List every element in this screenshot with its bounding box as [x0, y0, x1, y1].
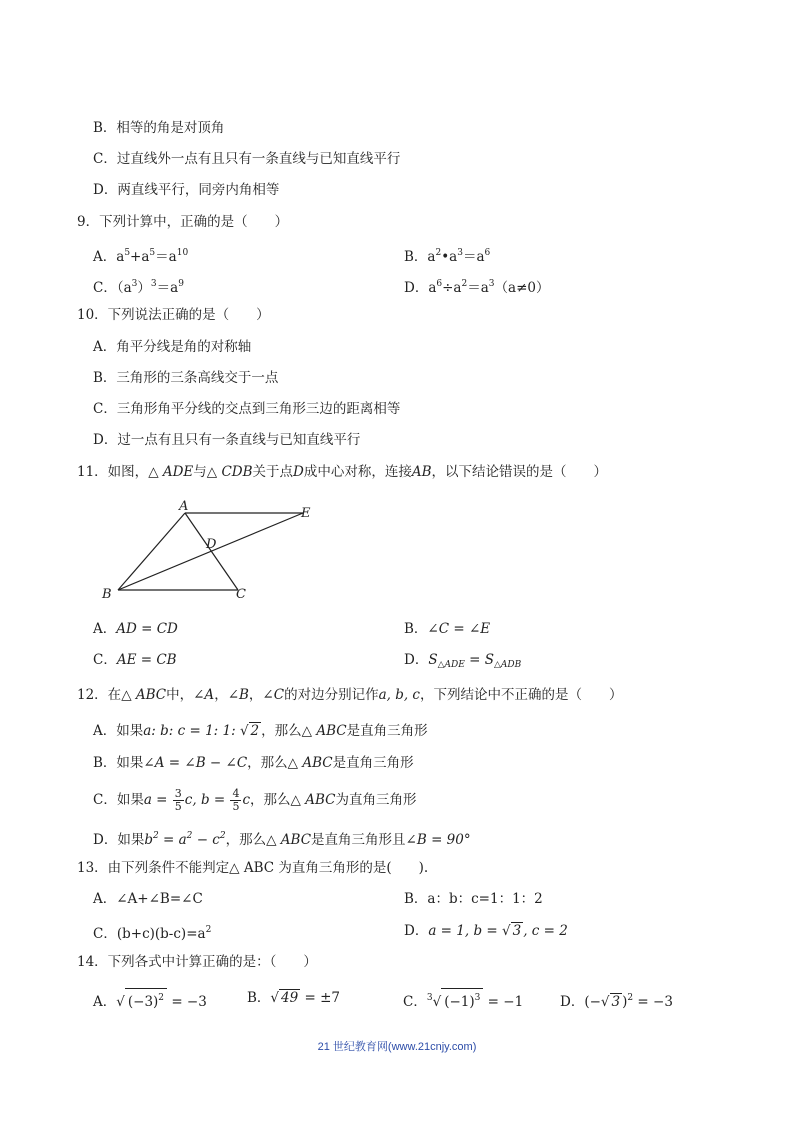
figure-label-b: B — [102, 587, 112, 602]
q14-option-a: A．√ $(-3)^2 = -3$ — [93, 988, 207, 1012]
figure-label-c: C — [236, 587, 246, 602]
q13-option-b: B．a：b：c=1：1：2 — [404, 891, 543, 907]
q11-figure — [95, 495, 325, 605]
page-footer: 21 世纪教育网(www.21cnjy.com) — [317, 1041, 477, 1053]
q10-stem: 10．下列说法正确的是（ ） — [77, 307, 270, 323]
figure-label-a: A — [179, 499, 189, 514]
segment-ab — [118, 513, 185, 590]
figure-label-d: D — [206, 537, 217, 552]
q8-option-d: D．两直线平行，同旁内角相等 — [93, 182, 280, 198]
q11-option-d: D．$S_{\triangle ADE} = S_{\triangle ADB}$ — [404, 652, 522, 670]
q12-option-c: C．如果a = $\frac{3}{5}$ c, b = $\frac{4}{5}$ c，那么△ ABC为直角三角形 — [93, 787, 417, 813]
q12-option-b: B．如果∠A = ∠B − ∠C，那么△ ABC是直角三角形 — [93, 755, 414, 771]
q11-option-b: B．∠C = ∠E — [404, 621, 491, 637]
q12-option-d: D．如果$b^2 = a^2 - c^2$，那么△ ABC是直角三角形且∠B = 90° — [93, 831, 471, 848]
q8-option-b: B．相等的角是对顶角 — [93, 120, 225, 136]
q11-stem: 11．如图，△ ADE与△ CDB关于点D成中心对称，连接AB，以下结论错误的是（ ） — [77, 464, 608, 480]
q13-option-c: C．$(b+c)(b-c)=a^2$ — [93, 925, 212, 942]
q10-option-d: D．过一点有且只有一条直线与已知直线平行 — [93, 432, 361, 448]
q13-stem: 13．由下列条件不能判定△ ABC 为直角三角形的是( ). — [77, 860, 429, 876]
q10-option-b: B．三角形的三条高线交于一点 — [93, 370, 279, 386]
q9-stem: 9．下列计算中，正确的是（ ） — [77, 214, 289, 230]
q13-option-d: D．a = 1, b = √ 3 , c = 2 — [404, 923, 568, 939]
q10-option-a: A．角平分线是角的对称轴 — [93, 339, 252, 355]
q9-option-b: B．$a^2•a^3=a^6$ — [404, 248, 491, 265]
q14-option-c: C．$^3$√ $(-1)^3 = -1$ — [403, 988, 523, 1012]
q12-option-a: A．如果a: b: c = 1: 1: √ 2 ，那么△ ABC是直角三角形 — [93, 723, 428, 739]
q8-option-c: C．过直线外一点有且只有一条直线与已知直线平行 — [93, 151, 401, 167]
q9-option-c: C．$(a^3)^3=a^9$ — [93, 279, 184, 296]
q14-stem: 14．下列各式中计算正确的是：（ ） — [77, 954, 317, 970]
q11-option-c: C．AE = CB — [93, 652, 177, 668]
q14-option-d: D．(−√ 3 )$^2$ = −3 — [560, 993, 673, 1010]
q11-option-a: A．AD = CD — [93, 621, 178, 637]
q10-option-c: C．三角形角平分线的交点到三角形三边的距离相等 — [93, 401, 401, 417]
q13-option-a: A．∠A+∠B=∠C — [93, 891, 203, 907]
q9-option-d: D．$a^6\div a^2=a^3(a\ne 0)$ — [404, 279, 550, 296]
q12-stem: 12．在△ ABC中，∠A，∠B，∠C的对边分别记作a, b, c，下列结论中不正确的是（ ） — [77, 687, 623, 703]
q9-option-a: A．$a^5+a^5=a^{10}$ — [93, 248, 189, 265]
figure-label-e: E — [301, 506, 311, 521]
q14-option-b: B．√ 49 = ±7 — [247, 990, 341, 1006]
